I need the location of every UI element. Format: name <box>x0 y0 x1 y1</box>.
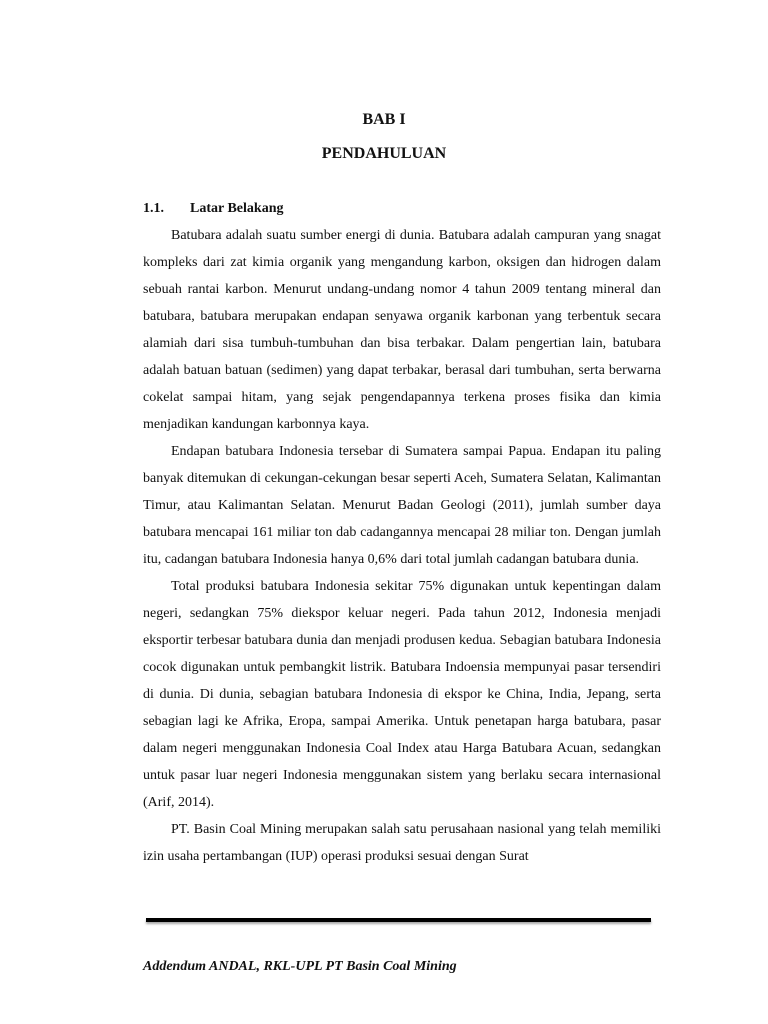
footer-divider <box>146 918 651 922</box>
body-text <box>143 222 661 870</box>
chapter-title: PENDAHULUAN <box>321 145 447 162</box>
paragraph-3: Total produksi batubara Indonesia sekitar 75% digunakan untuk kepentingan dalam negeri, sedangkan 75% diekspor keluar negeri. Pada tahun 2012, Indonesia menjadi eksportir terbesar batubara dunia dan menjadi produsen kedua. Sebagian batubara Indonesia cocok digunakan untuk pembangkit listrik. Batubara Indoensia mempunyai pasar tersendiri di dunia. Di dunia, sebagian batubara Indonesia di ekspor ke China, India, Jepang, serta sebagian lagi ke Afrika, Eropa, sampai Amerika. Untuk penetapan harga batubara, pasar dalam negeri menggunakan Indonesia Coal Index atau Harga Batubara Acuan, sedangkan untuk pasar luar negeri Indonesia menggunakan sistem yang berlaku secara internasional (Arif, 2014). <box>143 579 661 810</box>
section-heading <box>143 201 283 217</box>
section-title: Latar Belakang <box>190 201 284 216</box>
page-footer: Addendum ANDAL, RKL-UPL PT Basin Coal Mining <box>143 959 457 974</box>
chapter-number: BAB I <box>362 111 406 128</box>
paragraph-1: Batubara adalah suatu sumber energi di dunia. Batubara adalah campuran yang snagat kompleks dari zat kimia organik yang mengandung karbon, oksigen dan hidrogen dalam sebuah rantai karbon. Menurut undang-undang nomor 4 tahun 2009 tentang mineral dan batubara, batubara merupakan endapan senyawa organik karbonan yang terbentuk secara alamiah dari sisa tumbuh-tumbuhan dan bisa terbakar. Dalam pengertian lain, batubara adalah batuan batuan (sedimen) yang dapat terbakar, berasal dari tumbuhan, serta berwarna cokelat sampai hitam, yang sejak pengendapannya terkena proses fisika dan kimia menjadikan kandungan karbonnya kaya. <box>143 228 661 432</box>
section-number: 1.1. <box>143 201 164 216</box>
paragraph-4: PT. Basin Coal Mining merupakan salah satu perusahaan nasional yang telah memiliki izin usaha pertambangan (IUP) operasi produksi sesuai dengan Surat <box>143 822 661 864</box>
paragraph-2: Endapan batubara Indonesia tersebar di Sumatera sampai Papua. Endapan itu paling banyak ditemukan di cekungan-cekungan besar seperti Aceh, Sumatera Selatan, Kalimantan Timur, atau Kalimantan Selatan. Menurut Badan Geologi (2011), jumlah sumber daya batubara mencapai 161 miliar ton dab cadangannya mencapai 28 miliar ton. Dengan jumlah itu, cadangan batubara Indonesia hanya 0,6% dari total jumlah cadangan batubara dunia. <box>143 444 661 567</box>
